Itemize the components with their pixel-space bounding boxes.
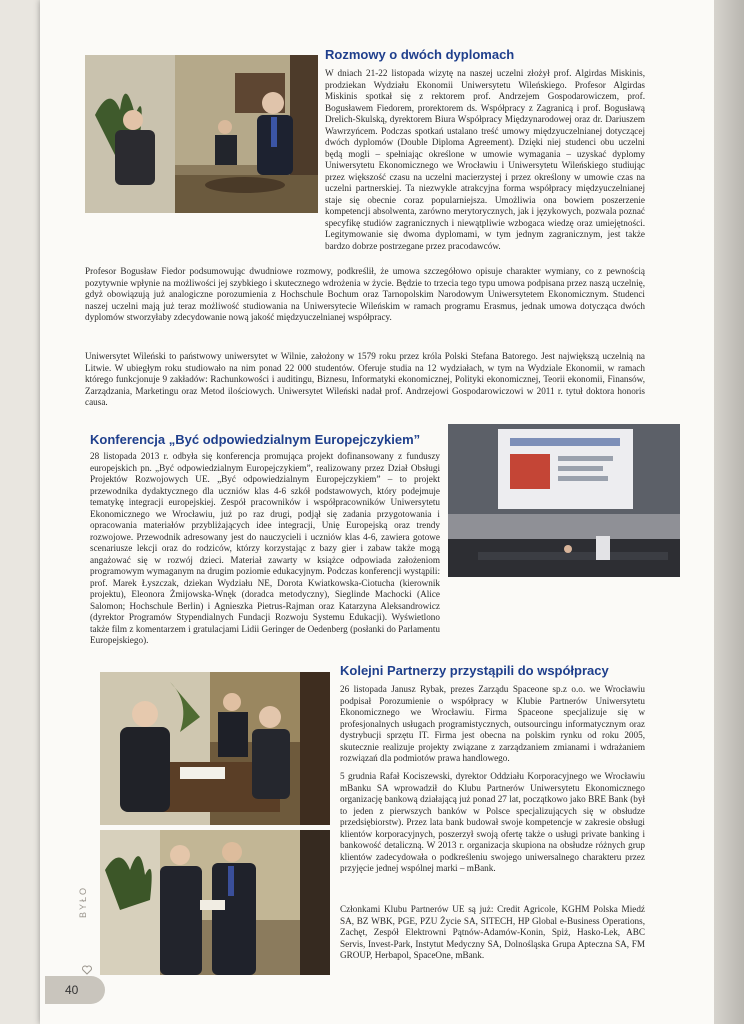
heart-icon: [82, 965, 92, 975]
article3-intro: 26 listopada Janusz Rybak, prezes Zarządu Spaceone sp.z o.o. we Wrocławiu podpisał Porozumienie o współpracy w Klubie Partnerów Uniwersytetu Ekonomicznego we Wrocławiu. Firma Spaceone specjalizuje się w profesjonalnych usługach programistycznych, outsourcingu informatycznym oraz dystrybucji sprzętu IT. Firma jest obecna na polskim rynku od roku 2005, skutecznie realizuje projekty związane z zarządzaniem zmianami i wdrażaniem rozwiązań dla podmiotów prawa handlowego.: [340, 684, 645, 763]
article3-members: Członkami Klubu Partnerów UE są już: Credit Agricole, KGHM Polska Miedź SA, BZ WBK, PGE, PZU Życie SA, SITECH, HP Global e-Business Operations, Zachęt, Zespół Elektrowni Pątnów-Adamów-Konin, Spiż, Hasko-Lek, ABC Servis, Invest-Park, Instytut Medyczny SA, Dolnośląska Grupa Apteczna SA, FM GROUP, Herbapol, SpaceOne, mBank.: [340, 904, 645, 960]
photo-signing: [100, 672, 330, 825]
article1-text-lead: W dniach 21-22 listopada wizytę na naszej uczelni złożył prof. Algirdas Miskinis, prodziekan Wydziału Ekonomii Uniwersytetu Wileńskiego. Profesor Algirdas Miskinis spotkał się z rektorem prof. Andrzejem Gospodarowiczem, prof. Bogusławem Fiedorem, prorektorem ds. Współpracy z Zagranicą i prof. Bogusławą Drelich-Skulską, dyrektorem Biura Współpracy Międzynarodowej oraz dr. Dariuszem Wawrzyńcem. Podczas spotkań ustalano treść umowy międzyuczelnianej dotyczącej dwóch dyplomów (Double Diploma Agreement). Dzięki niej studenci obu uczelni będą mogli – spełniając określone w umowie wymagania – uzyskać dyplomy Uniwersytetu Ekonomicznego we Wrocławiu i Uniwersytetu Wileńskiego studiując przez większość czasu na uczelni macierzystej i przez określony w umowie czas na uczelni partnerskiej. Ta niezwykle atrakcyjna forma współpracy międzyuczelnianej staje się obecnie coraz popularniejsza. Umożliwia ona bowiem poszerzenie kompetencji absolwenta, zarówno merytorycznych, jak i językowych, pozwala poznać specyfikę studiów zagranicznych i niewątpliwie wzbogaca wiedzę oraz umiejętności. Legitymowanie się dwoma dyplomami, w tym jednym zagranicznym, jest także bardzo dobrze postrzegane przez pracodawców.: [325, 68, 645, 251]
article1-body-continued: Profesor Bogusław Fiedor podsumowując dwudniowe rozmowy, podkreślił, że umowa szczegółowo opisuje charakter wymiany, co z pewnością pozytywnie wpłynie na możliwości jej szybkiego i skutecznego wdrożenia w życie. Będzie to trzecia tego typu umowa podpisana przez naszą uczelnię, gdyż obowiązują już analogiczne porozumienia z Hochschule Bochum oraz Tarnopolskim Narodowym Uniwersytetem Ekonomicznym. Studenci naszej uczelni mają już teraz możliwość studiowania na Uniwersytecie Wileńskim w ramach programu Erasmus, jednak umowa dotycząca dwóch dyplomów stworzyłaby zdecydowanie nową jakość międzyuczelnianej współpracy.: [85, 266, 645, 322]
page-number: 40: [45, 976, 105, 1004]
article1-intro: [325, 68, 645, 251]
page-spine: [714, 0, 744, 1024]
article3-mbank: 5 grudnia Rafał Kociszewski, dyrektor Oddziału Korporacyjnego we Wrocławiu mBanku SA wprowadził do Klubu Partnerów Uniwersytetu Ekonomicznego organizację bankową działającą już ponad 27 lat, początkowo jako BRE Bank (był to jeden z pierwszych banków w Polsce specjalizujących się w obsłudze przedsiębiorstw). Przez lata bank budował swoje kompetencje w zakresie obsługi klientów korporacyjnych, poszerzył swoją ofertę także o usługi private banking i bankowość detaliczną. W 2013 r. organizacja skupiona na obsłudze różnych grup klientów zadecydowała o podkreśleniu swojego uniwersalnego charakteru przez przyjęcie jednej wspólnej marki – mBank.: [340, 771, 645, 873]
photo-conference: [448, 424, 680, 577]
photo-handshake: [100, 830, 330, 975]
article3-title: Kolejni Partnerzy przystąpili do współpracy: [340, 663, 609, 678]
article1-title: Rozmowy o dwóch dyplomach: [325, 47, 515, 62]
photo-meeting: [85, 55, 318, 213]
article1-body-university: Uniwersytet Wileński to państwowy uniwersytet w Wilnie, założony w 1579 roku przez króla Polski Stefana Batorego. Jest największą uczelnią na Litwie. W ubiegłym roku studiowało na nim ponad 22 000 studentów. Oferuje studia na 12 wydziałach, w tym na Wydziale Ekonomii, w ramach którego funkcjonuje 9 zakładów: Rachunkowości i auditingu, Biznesu, Informatyki ekonomicznej, Polityki ekonomicznej, Teorii ekonomii, Finansów, Zarządzania, Marketingu oraz Metod ilościowych. Uniwersytet Wileński nadał prof. Andrzejowi Gospodarowiczowi w 2011 r. tytuł doktora honoris causa.: [85, 351, 645, 407]
article2-text-lead: 28 listopada 2013 r. odbyła się konferencja promująca projekt dofinansowany z funduszy europejskich pn. „Być odpowiedzialnym Europejczykiem”, realizowany przez Dział Obsługi Projektów Rozwojowych UE. „Być odpowiedzialnym Europejczykiem” – to projekt przewodnika dydaktycznego dla uczniów klas 4-6 szkół podstawowych, który podejmuje tematykę integracji europejskiej. Zespół pracowników i współpracowników Uniwersytetu Ekonomicznego we Wrocławiu, już po raz drugi, podjął się zadania przygotowania i opracowania materiałów przybliżających idee integracji, Unię Europejską oraz trendy rozwojowe. Przewodnik adresowany jest do nauczycieli i uczniów klas 4-6, zawiera gotowe scenariusze lekcji oraz do rodziców, którzy korzystając z bazy gier i zabaw także mogą angażować się w rozwój dzieci. Materiał zawarty w książce odpowiada założeniom programowym wymaganym na drugim poziomie edukacyjnym. Podczas konferencji wystąpili: prof. Marek Łyszczak, dziekan Wydziału NE, Dorota Kwiatkowska-Ciotucha (kierownik projektu), Eleonora Żmijowska-Wnęk (doradca metodyczny), Sieglinde Machocki (Alice Salomon; Hochschule Berlin) i Agnieszka Pietrus-Rajman oraz Katarzyna Aleksandrowicz (dyrektor Programów Stypendialnych Fundacji Rozwoju Systemu Edukacji). Wyświetlono także film z komentarzem i gratulacjami Lidii Geringer de Oedenberg (posłanki do Parlamentu Europejskiego).: [90, 451, 440, 645]
article2-title: Konferencja „Być odpowiedzialnym Europejczykiem”: [90, 432, 421, 447]
section-tag: BYŁO: [78, 885, 88, 918]
article2-body: [90, 451, 440, 645]
